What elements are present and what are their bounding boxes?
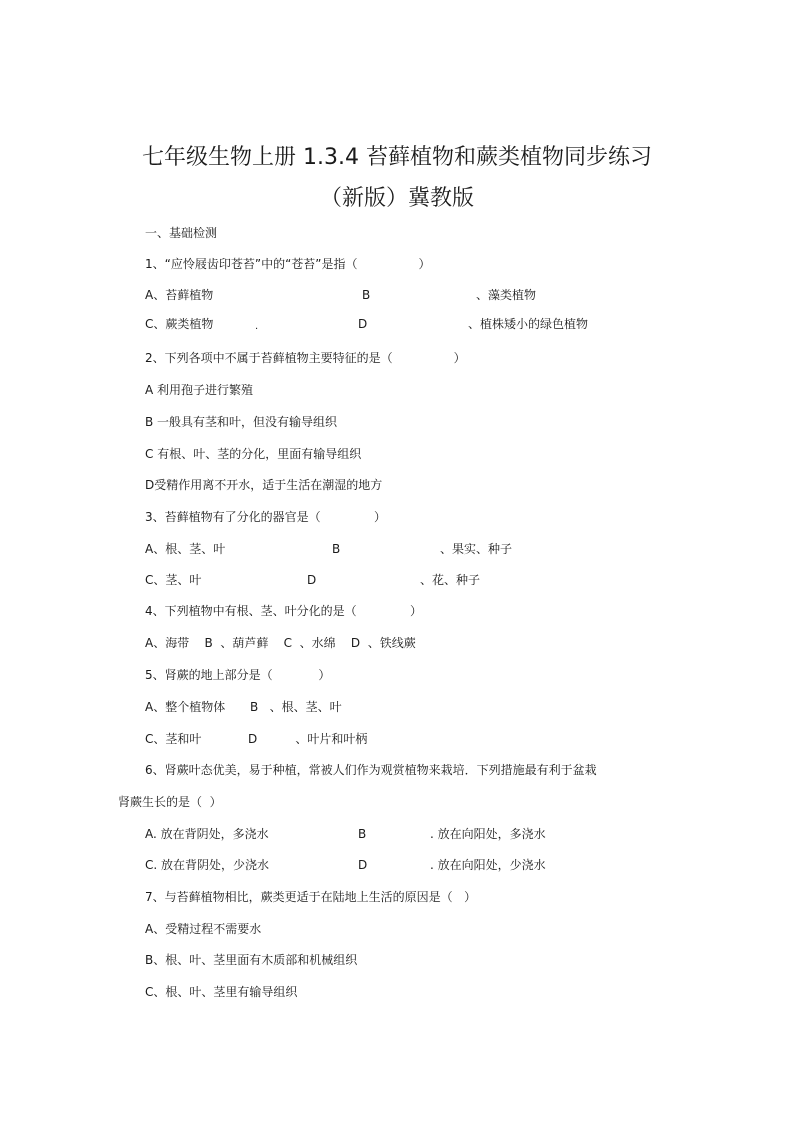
section-heading: 一、基础检测 [145,226,218,240]
question-1-stem: 1、“应怜屐齿印苍苔”中的“苍苔”是指（ ） [145,257,431,271]
document-title-line2: （新版）冀教版 [319,186,474,211]
question-2-option-a: A 利用孢子进行繁殖 [145,383,254,397]
question-6-stem-line2: 肾蕨生长的是（ ） [118,795,222,809]
question-6-option-a: A. 放在背阴处，多浇水 [145,827,269,841]
question-3-stem: 3、苔藓植物有了分化的器官是（ ） [145,510,387,524]
stray-mark: . [255,321,259,332]
question-2-option-d: D受精作用离不开水，适于生活在潮湿的地方 [145,478,383,492]
question-3-option-d-letter: D [307,573,317,587]
question-1-option-d-letter: D [358,317,368,331]
question-3-option-c: C、茎、叶 [145,573,202,587]
question-3-option-b-letter: B [332,542,341,556]
question-7-option-c: C、根、叶、茎里有输导组织 [145,985,298,999]
question-7-option-a: A、受精过程不需要水 [145,922,262,936]
question-5-stem: 5、肾蕨的地上部分是（ ） [145,668,331,682]
question-6-option-c: C. 放在背阴处，少浇水 [145,858,270,872]
question-3-option-a: A、根、茎、叶 [145,542,226,556]
question-5-option-b: B 、根、茎、叶 [250,700,342,714]
question-6-stem-line1: 6、肾蕨叶态优美，易于种植，常被人们作为观赏植物来栽培．下列措施最有利于盆栽 [145,763,597,777]
question-2-option-b: B 一般具有茎和叶，但没有输导组织 [145,415,338,429]
question-3-option-d-text: 、花、种子 [420,573,481,587]
question-1-option-c: C、蕨类植物 [145,317,214,331]
question-6-option-d-text: . 放在向阳处，少浇水 [430,858,546,872]
question-6-option-b-text: . 放在向阳处，多浇水 [430,827,546,841]
question-7-stem: 7、与苔藓植物相比，蕨类更适于在陆地上生活的原因是（ ） [145,890,477,904]
question-1-option-b-letter: B [362,288,371,302]
question-4-options: A、海带 B 、葫芦藓 C 、水绵 D 、铁线蕨 [145,636,416,650]
question-1-option-d-text: 、植株矮小的绿色植物 [468,317,589,331]
question-5-option-c: C、茎和叶 [145,732,202,746]
question-4-stem: 4、下列植物中有根、茎、叶分化的是（ ） [145,604,423,618]
question-1-option-b-text: 、藻类植物 [476,288,537,302]
question-2-option-c: C 有根、叶、茎的分化，里面有输导组织 [145,447,362,461]
question-5-option-a: A、整个植物体 [145,700,226,714]
question-3-option-b-text: 、果实、种子 [440,542,513,556]
document-title-line1: 七年级生物上册 1.3.4 苔藓植物和蕨类植物同步练习 [142,145,652,170]
question-5-option-d: D 、叶片和叶柄 [248,732,368,746]
question-2-stem: 2、下列各项中不属于苔藓植物主要特征的是（ ） [145,351,466,365]
question-6-option-d-letter: D [358,858,368,872]
question-1-option-a: A、苔藓植物 [145,288,214,302]
question-6-option-b-letter: B [358,827,367,841]
question-7-option-b: B、根、叶、茎里面有木质部和机械组织 [145,953,358,967]
